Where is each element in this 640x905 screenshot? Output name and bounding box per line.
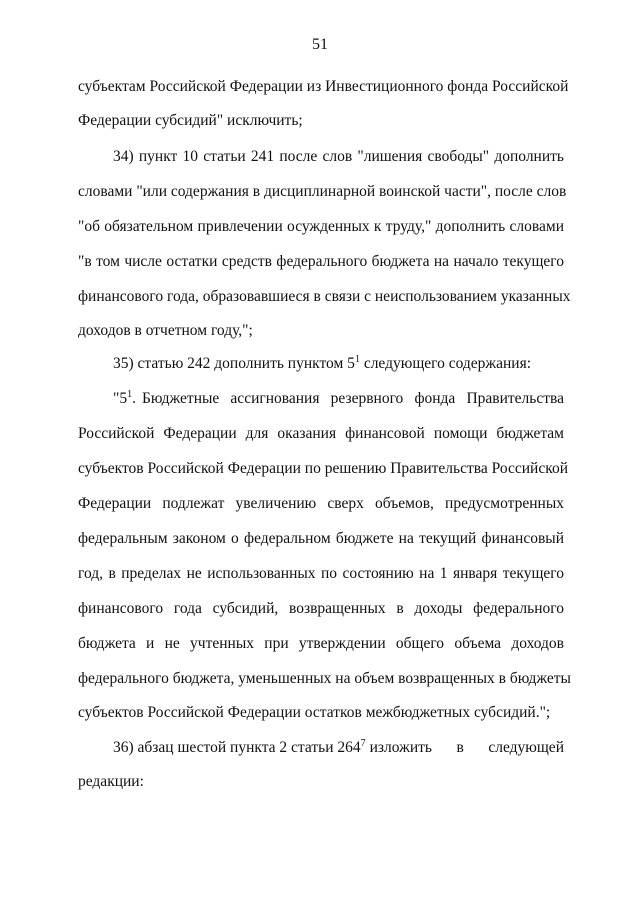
item-36-prefix-wrap [113,738,366,758]
text-line: доходов в отчетном году,"; [78,322,253,339]
quote-marker-number: "5 [113,390,128,407]
text-line: субъектов Российской Федерации остатков межбюджетных субсидий."; [78,704,551,721]
item-35-prefix: 35) статью 242 дополнить пунктом 5 [113,355,355,372]
item-36-prefix: 36) абзац шестой пункта 2 статьи 264 [113,739,361,756]
text-line: Федерации подлежат увеличению сверх объемов, предусмотренных [78,495,564,512]
superscript: 1 [354,354,360,365]
quote-marker-dot: . [132,390,136,407]
text-line: Федерации субсидий" исключить; [78,112,303,129]
text-line: 34) пункт 10 статьи 241 после слов "лишения свободы" дополнить [113,148,564,165]
text-line: федеральным законом о федеральном бюджете на текущий финансовый [78,530,564,547]
text-line: Российской Федерации для оказания финансовой помощи бюджетам [78,425,564,442]
page-number: 51 [312,36,328,53]
text-line: бюджета и не учтенных при утверждении общего объема доходов [78,635,564,652]
text-line: "об обязательном привлечении осужденных к труду," дополнить словами [78,218,564,235]
text-line: финансового года субсидий, возвращенных в доходы федерального [78,600,564,617]
superscript: 1 [127,389,133,400]
text-line: словами "или содержания в дисциплинарной воинской части", после слов [78,183,567,200]
superscript: 7 [360,738,366,749]
text-line: год, в пределах не использованных по состоянию на 1 января текущего [78,565,564,582]
text-line: федерального бюджета, уменьшенных на объем возвращенных в бюджеты [78,670,571,687]
text-line: "в том числе остатки средств федерального бюджета на начало текущего [78,253,564,270]
text-line: финансового года, образовавшиеся в связи с неиспользованием указанных [78,288,571,305]
item-35-suffix: следующего содержания: [359,355,532,372]
text-line: субъектам Российской Федерации из Инвестиционного фонда Российской [78,78,569,95]
text-line: субъектов Российской Федерации по решению Правительства Российской [78,460,569,477]
item-36-line [113,738,564,758]
item-35-line [113,354,564,374]
quote-first-text: Бюджетные ассигнования резервного фонда Правительства [141,390,564,407]
text-line: редакции: [78,773,144,790]
quote-first-line [113,389,564,409]
quote-marker [113,389,136,409]
item-36-suffix: изложить в следующей [369,739,564,756]
